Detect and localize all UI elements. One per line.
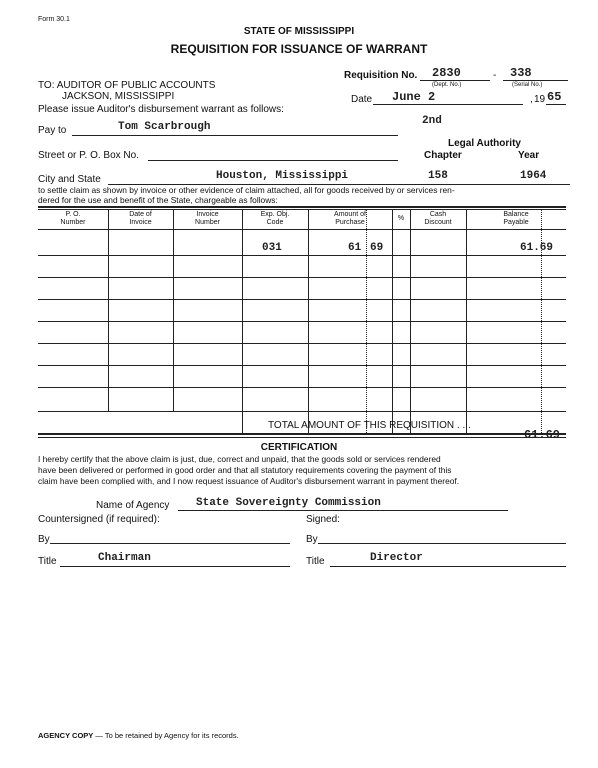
legal-year-value: 1964 [520,170,547,182]
street-label: Street or P. O. Box No. [38,150,139,161]
settle-text-line1: to settle claim as shown by invoice or other evidence of claim attached, all for goods received by or services ren- [38,185,455,195]
to-line1: TO: AUDITOR OF PUBLIC ACCOUNTS [38,80,216,91]
header-cash-discount: Cash Discount [424,211,452,226]
by-label-left: By [38,534,50,545]
instruction-text: Please issue Auditor's disbursement warrant as follows: [38,104,284,115]
header-po-number: P. O. Number [60,211,86,226]
header-percent: % [397,215,405,222]
year-value: 65 [547,90,562,104]
city-label: City and State [38,174,101,185]
chapter-value: 158 [428,170,448,182]
city-value: Houston, Mississippi [216,170,349,182]
chapter-label: Chapter [424,150,462,161]
legal-authority-label: Legal Authority [448,138,521,149]
right-title-value: Director [370,552,423,564]
header-exp-obj-code: Exp. Obj. Code [260,211,290,226]
dept-caption: (Dept. No.) [432,82,462,88]
left-title-value: Chairman [98,552,151,564]
agency-copy-text: — To be retained by Agency for its records. [95,731,239,740]
year-label: Year [518,150,540,161]
serial-number: 338 [510,66,532,80]
pay-to-label: Pay to [38,125,67,136]
certification-line2: have been delivered or performed in good order and that all statutory requirements covering the payment of this [38,465,452,475]
serial-caption: (Serial No.) [512,82,543,88]
balance-cell: 61.69 [520,242,554,254]
agency-name-label: Name of Agency [96,500,170,511]
title-label-left: Title [38,556,57,567]
exp-code-cell: 031 [262,242,282,254]
header-invoice-number: Invoice Number [195,211,220,226]
header-amount-of-purchase: Amount of Purchase [334,211,366,226]
total-label: TOTAL AMOUNT OF THIS REQUISITION . . . [268,420,471,431]
amount-cents-cell: 69 [370,242,384,254]
date-label: Date [351,94,373,105]
date-value: June 2 [392,90,436,104]
dept-number: 2830 [432,66,461,80]
agency-copy-label: AGENCY COPY [38,731,94,740]
to-line2: JACKSON, MISSISSIPPI [62,91,175,102]
amount-dollars-cell: 61 [348,242,362,254]
requisition-label: Requisition No. [344,70,418,81]
footer [38,731,239,740]
certification-line3: claim have been complied with, and I now request issuance of Auditor's disbursement warrant in payment thereof. [38,476,460,486]
countersigned-label: Countersigned (if required): [38,514,160,525]
header-balance-payable: Balance Payable [503,211,529,226]
state-heading: STATE OF MISSISSIPPI [243,26,355,37]
settle-text-line2: dered for the use and benefit of the State, chargeable as follows: [38,195,278,205]
agency-name-value: State Sovereignty Commission [196,497,381,509]
pay-to-value: Tom Scarbrough [118,121,211,133]
certification-line1: I hereby certify that the above claim is just, due, correct and unpaid, that the goods sold or services rendered [38,454,441,464]
signed-label: Signed: [306,514,340,525]
certification-heading: CERTIFICATION [260,442,338,453]
by-label-right: By [306,534,318,545]
title-label-right: Title [306,556,325,567]
legal-session: 2nd [422,115,442,127]
total-value: 61.69 [524,428,561,442]
form-title: REQUISITION FOR ISSUANCE OF WARRANT [170,42,428,56]
form-number: Form 30.1 [38,16,70,23]
header-date-of-invoice: Date of Invoice [129,211,152,226]
year-prefix: 19 [534,94,546,105]
